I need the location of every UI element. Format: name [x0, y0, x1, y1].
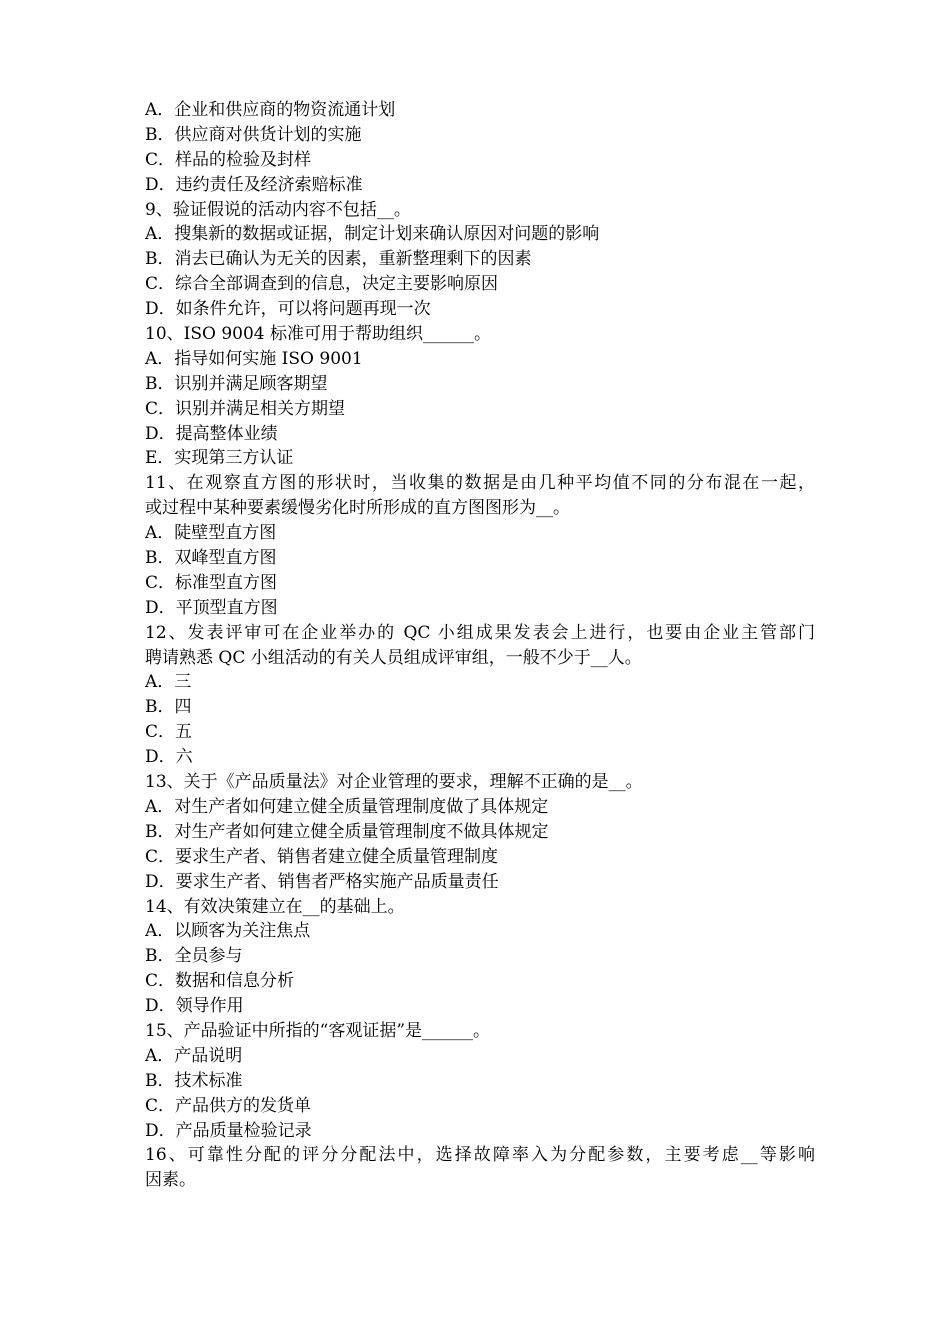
text-line: C．要求生产者、销售者建立健全质量管理制度: [145, 846, 499, 867]
text-line: A．企业和供应商的物资流通计划: [145, 100, 396, 120]
text-line: A．产品说明: [145, 1045, 243, 1066]
text-line: 聘请熟悉 QC 小组活动的有关人员组成评审组，一般不少于__人。: [145, 647, 642, 668]
text-line: C．五: [145, 722, 193, 743]
text-line: C．数据和信息分析: [145, 971, 295, 992]
text-line: D．如条件允许，可以将问题再现一次: [145, 299, 431, 320]
text-line: A．陡壁型直方图: [145, 523, 277, 544]
text-line: D．平顶型直方图: [145, 597, 278, 618]
text-line: C．样品的检验及封样: [145, 149, 312, 170]
text-line: 14、有效决策建立在__的基础上。: [145, 896, 405, 917]
text-line: B．消去已确认为无关的因素，重新整理剩下的因素: [145, 249, 532, 270]
text-line: B．对生产者如何建立健全质量管理制度不做具体规定: [145, 821, 549, 842]
text-line: D．提高整体业绩: [145, 423, 278, 444]
text-line: D．六: [145, 747, 193, 768]
text-line: C．标准型直方图: [145, 572, 278, 593]
text-line: C．产品供方的发货单: [145, 1095, 312, 1116]
text-line: D．产品质量检验记录: [145, 1120, 312, 1141]
text-line: 12、发表评审可在企业举办的 QC 小组成果发表会上进行，也要由企业主管部门: [145, 622, 815, 643]
text-line: D．要求生产者、销售者严格实施产品质量责任: [145, 871, 499, 892]
text-line: A．以顾客为关注焦点: [145, 921, 311, 942]
text-line: B．全员参与: [145, 946, 243, 967]
text-line: B．四: [145, 697, 192, 718]
text-line: C．识别并满足相关方期望: [145, 398, 346, 419]
text-line: 15、产品验证中所指的“客观证据”是______。: [145, 1020, 491, 1041]
text-line: C．综合全部调查到的信息，决定主要影响原因: [145, 274, 499, 295]
text-line: B．供应商对供货计划的实施: [145, 124, 362, 145]
text-line: B．识别并满足顾客期望: [145, 373, 328, 394]
text-line: B．技术标准: [145, 1070, 243, 1091]
text-line: 16、可靠性分配的评分分配法中，选择故障率入为分配参数，主要考虑__等影响: [145, 1145, 815, 1166]
text-line: 因素。: [145, 1170, 196, 1191]
text-line: A．三: [145, 672, 192, 693]
text-line: 13、关于《产品质量法》对企业管理的要求，理解不正确的是__。: [145, 772, 643, 793]
text-line: A．指导如何实施 ISO 9001: [145, 348, 363, 369]
text-line: 9、验证假说的活动内容不包括__。: [145, 199, 411, 220]
text-line: 11、在观察直方图的形状时，当收集的数据是由几种平均值不同的分布混在一起，: [145, 473, 815, 494]
text-line: E．实现第三方认证: [145, 448, 294, 469]
text-line: 或过程中某种要素缓慢劣化时所形成的直方图图形为__。: [145, 498, 570, 519]
text-line: A．对生产者如何建立健全质量管理制度做了具体规定: [145, 796, 549, 817]
text-line: B．双峰型直方图: [145, 548, 277, 569]
document-page: [145, 98, 815, 1193]
text-line: 10、ISO 9004 标准可用于帮助组织______。: [145, 324, 492, 345]
text-line: D．领导作用: [145, 996, 244, 1017]
text-line: D．违约责任及经济索赔标准: [145, 174, 363, 195]
text-line: A．搜集新的数据或证据，制定计划来确认原因对问题的影响: [145, 224, 600, 245]
